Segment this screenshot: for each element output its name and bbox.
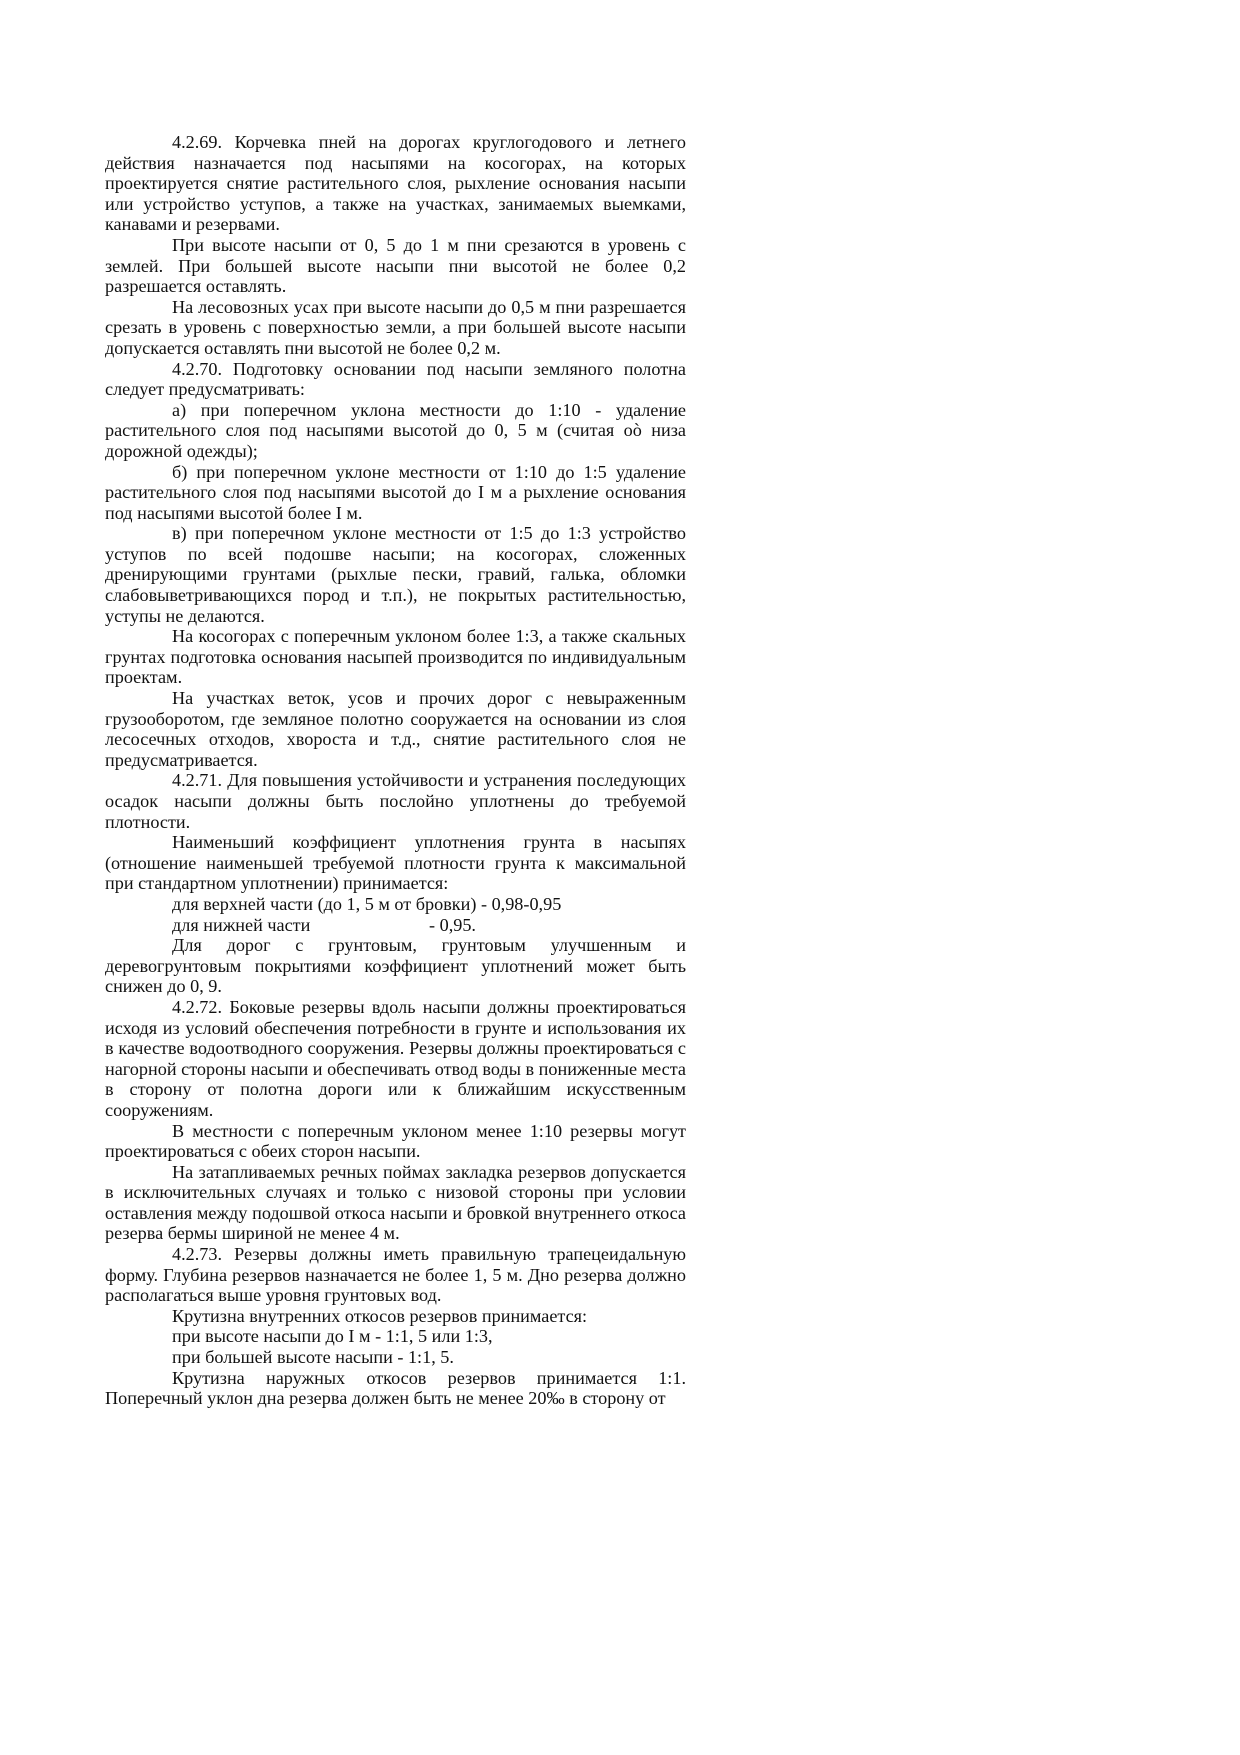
- paragraph-dirt-roads: Для дорог с грунтовым, грунтовым улучшенным и деревогрунтовым покрытиями коэффициент уплотнений может быть снижен до 0, 9.: [105, 935, 686, 997]
- paragraph-4-2-72: 4.2.72. Боковые резервы вдоль насыпи должны проектироваться исходя из условий обеспечения потребности в грунте и использования их в качестве водоотводного сооружения. Резервы должны проектироваться с нагорной стороны насыпи и обеспечивать отвод воды в пониженные места в сторону от полотна дороги или к ближайшим искусственным сооружениям.: [105, 996, 686, 1120]
- paragraph-branches: На участках веток, усов и прочих дорог с невыраженным грузооборотом, где земляное полотно сооружается на основании из слоя лесосечных отходов, хвороста и т.д., снятие растительного слоя не предусматривается.: [105, 688, 686, 770]
- paragraph-4-2-73: 4.2.73. Резервы должны иметь правильную трапецеидальную форму. Глубина резервов назначается не более 1, 5 м. Дно резерва должно располагаться выше уровня грунтовых вод.: [105, 1244, 686, 1306]
- paragraph-gentle-slope: В местности с поперечным уклоном менее 1:10 резервы могут проектироваться с обеих сторон насыпи.: [105, 1120, 686, 1162]
- compaction-upper: для верхней части (до 1, 5 м от бровки) - 0,98-0,95: [172, 893, 562, 914]
- slopes-item-2: при большей высоте насыпи - 1:1, 5.: [172, 1347, 454, 1368]
- compaction-lower: [105, 915, 686, 936]
- paragraph-floodplains: На затапливаемых речных поймах закладка резервов допускается в исключительных случаях и только с низовой стороны при условии оставления между подошвой откоса насыпи и бровкой внутреннего откоса резерва бермы шириной не менее 4 м.: [105, 1161, 686, 1244]
- list-item-v: в) при поперечном уклоне местности от 1:5 до 1:3 устройство уступов по всей подошве насыпи; на косогорах, сложенных дренирующими грунтами (рыхлые пески, гравий, галька, обломки слабовыветривающихся пород и т.п.), не покрытых растительностью, уступы не делаются.: [105, 523, 686, 626]
- paragraph-compaction-coefficient: Наименьший коэффициент уплотнения грунта в насыпях (отношение наименьшей требуемой плотности грунта к максимальной при стандартном уплотнении) принимается:: [105, 832, 686, 894]
- paragraph-4-2-71: 4.2.71. Для повышения устойчивости и устранения последующих осадок насыпи должны быть послойно уплотнены до требуемой плотности.: [105, 770, 686, 832]
- paragraph-outer-slopes: Крутизна наружных откосов резервов принимается 1:1. Поперечный уклон дна резерва должен быть не менее 20‰ в сторону от: [105, 1367, 686, 1409]
- paragraph-logging-spurs: На лесовозных усах при высоте насыпи до 0,5 м пни разрешается срезать в уровень с поверхностью земли, а при большей высоте насыпи допускается оставлять пни высотой не более 0,2 м.: [105, 296, 686, 358]
- slopes-item-1: при высоте насыпи до I м - 1:1, 5 или 1:3,: [172, 1326, 493, 1347]
- paragraph-steep-slopes: На косогорах с поперечным уклоном более 1:3, а также скальных грунтах подготовка основания насыпей производится по индивидуальным проектам.: [105, 626, 686, 688]
- list-item-a: а) при поперечном уклона местности до 1:10 - удаление растительного слоя под насыпями высотой до 0, 5 м (считая оò низа дорожной одежды);: [105, 399, 686, 461]
- compaction-lower-value: - 0,95.: [429, 914, 476, 935]
- paragraph-4-2-70: 4.2.70. Подготовку основании под насыпи земляного полотна следует предусматривать:: [105, 358, 686, 400]
- paragraph-4-2-69: 4.2.69. Корчевка пней на дорогах круглогодового и летнего действия назначается под насыпями на косогорах, на которых проектируется снятие растительного слоя, рыхление основания насыпи или устройство уступов, а также на участках, занимаемых выемками, канавами и резервами.: [105, 132, 686, 235]
- list-item-b: б) при поперечном уклоне местности от 1:10 до 1:5 удаление растительного слоя под насыпями высотой до I м а рыхление основания под насыпями высотой более I м.: [105, 461, 686, 523]
- compaction-lower-label: для нижней части: [172, 914, 311, 935]
- slopes-intro: Крутизна внутренних откосов резервов принимается:: [172, 1305, 588, 1326]
- paragraph-stump-height: При высоте насыпи от 0, 5 до 1 м пни срезаются в уровень с землей. При большей высоте насыпи пни высотой не более 0,2 разрешается оставлять.: [105, 234, 686, 297]
- document-page: [105, 132, 686, 1409]
